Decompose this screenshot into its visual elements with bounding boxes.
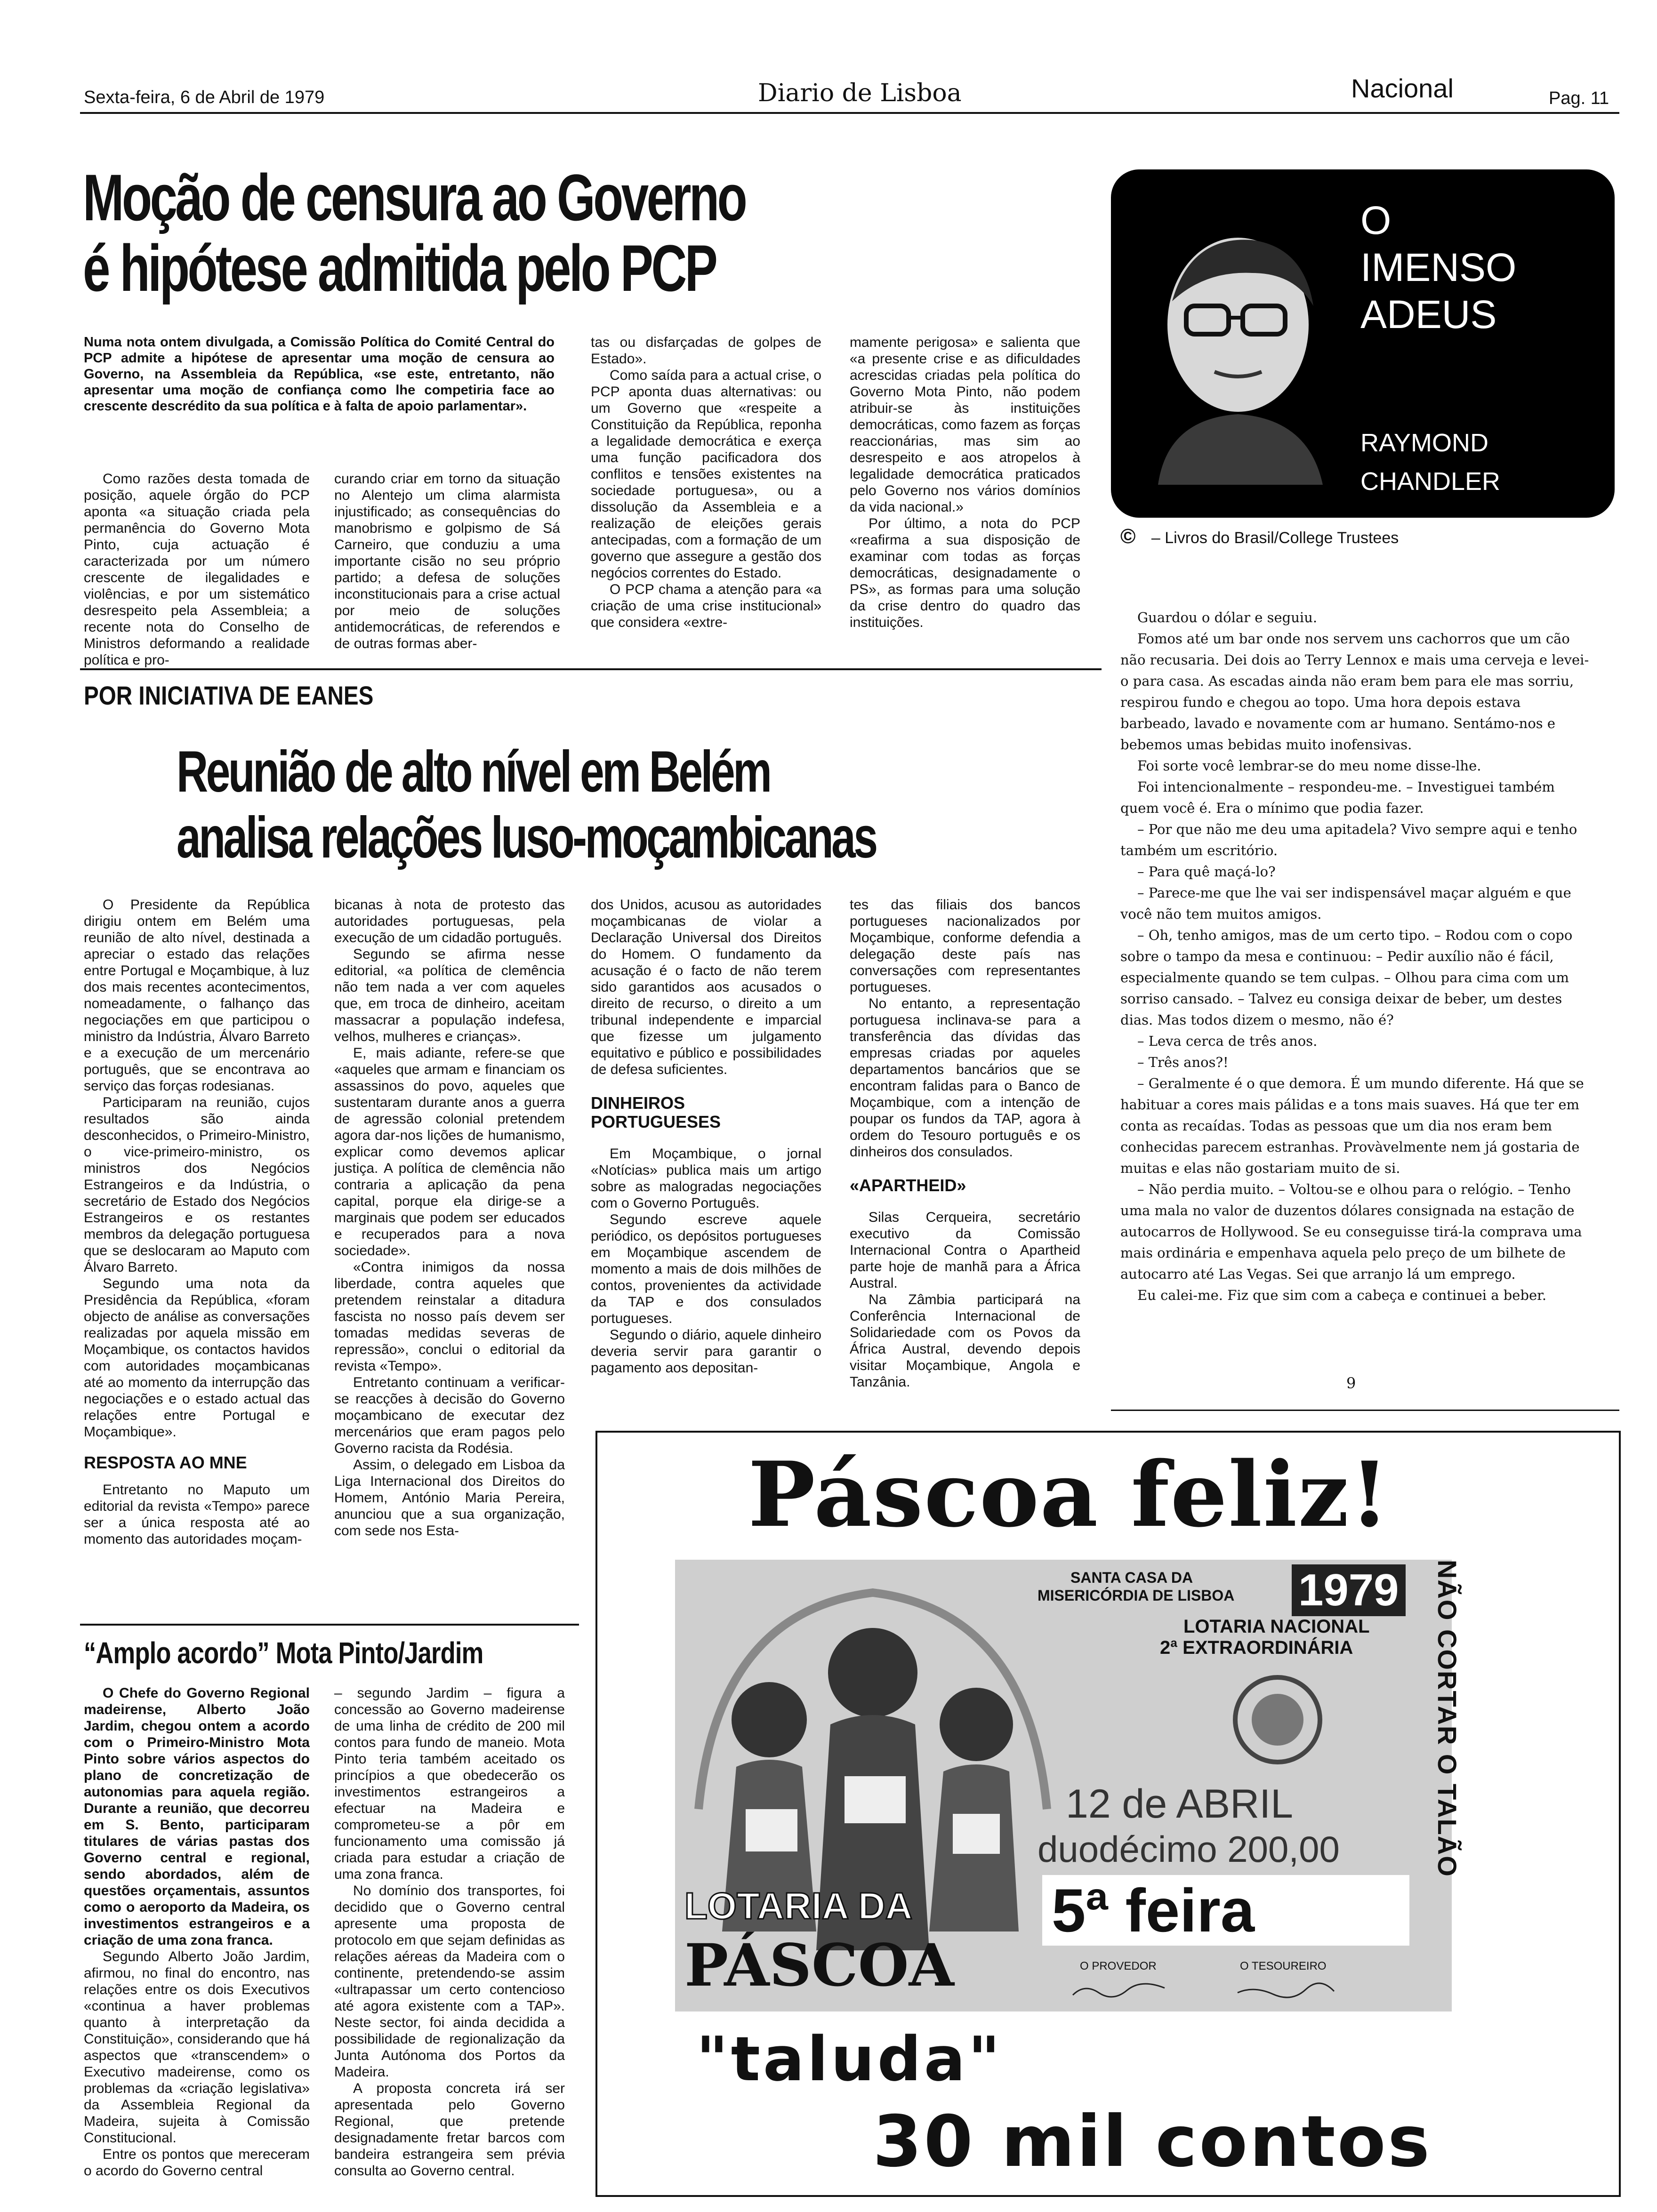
article2-col4-p3: Silas Cerqueira, secretário executivo da Comissão Internacional Contra o Apartheid parte hoje de manhã para a África Austral. bbox=[850, 1210, 1080, 1291]
ticket-name-line2: PÁSCOA bbox=[684, 1931, 954, 2000]
article3-col1 bbox=[84, 1685, 310, 2179]
ticket-lottery-line1: LOTARIA NACIONAL bbox=[1183, 1616, 1370, 1637]
article3-col2-p3: A proposta concreta irá ser apresentada pelo Governo Regional, que pretende designadamente fretar barcos com bandeira estrangeira sem prévia consulta ao Governo central. bbox=[334, 2081, 565, 2179]
article3-col2-p1: – segundo Jardim – figura a concessão ao Governo madeirense de uma linha de crédito de 200 mil contos para fundo de maneio. Mota Pinto teria também aceitado os princípios a que obedecerão os investimentos estrangeiros a efectuar na Madeira e comprometeu-se a pôr em funcionamento uma comissão já criada para estudar a criação de uma zona franca. bbox=[334, 1685, 565, 1882]
prize-label: "taluda" bbox=[696, 2023, 1003, 2095]
article2-col1-p3: Segundo uma nota da Presidência da República, «foram objecto de análise as conversações realizadas por aquela missão em Moçambique, os contactos havidos com autoridades moçambicanas até ao momento da interrupção das negociações e o estado actual das relações entre Portugal e Moçambique». bbox=[84, 1276, 310, 1440]
book-paragraph: – Parece-me que lhe vai ser indispensável maçar alguém e que você não tem muitos amigos. bbox=[1120, 885, 1571, 922]
article1-col4 bbox=[850, 334, 1080, 631]
article2-top-rule bbox=[80, 668, 1102, 670]
article2-title-line1: Reunião de alto nível em Belém bbox=[177, 739, 770, 804]
article2-title-line2: analisa relações luso-moçambicanas bbox=[177, 805, 876, 870]
article2-col1-p1: O Presidente da República dirigiu ontem em Belém uma reunião de alto nível, destinada a apreciar o estado das relações entre Portugal e Moçambique, à luz dos mais recentes acontecimentos, nomeadamente, o falhanço das negociações em que participou o ministro da Indústria, Álvaro Barreto e a execução de um mercenário português, que se encontrava ao serviço das forças rodesianas. bbox=[84, 897, 310, 1094]
article2-col2-p4: «Contra inimigos da nossa liberdade, contra aqueles que pretendem reinstalar a ditadura fascista no nosso país devem ser tomadas medidas severas de repressão», conclui o editorial da revista «Tempo». bbox=[334, 1259, 565, 1374]
book-card bbox=[1111, 169, 1615, 518]
article2-subhead-dinheiros bbox=[591, 1094, 821, 1131]
book-paragraph: – Para quê maçá-lo? bbox=[1137, 864, 1276, 880]
book-paragraph: Foi sorte você lembrar-se do meu nome disse-lhe. bbox=[1137, 758, 1481, 774]
lottery-ticket bbox=[675, 1560, 1452, 2012]
article2-col1-p4: Entretanto no Maputo um editorial da revista «Tempo» parece ser a única resposta até ao momento das autoridades moçam- bbox=[84, 1482, 310, 1547]
masthead: Diario de Lisboa bbox=[758, 79, 962, 107]
article2-col2-p2: Segundo se afirma nesse editorial, «a política de clemência não tem nada a ver com aqueles que, em troca de dinheiro, aceitam massacrar a população indefesa, velhos, mulheres e crianças». bbox=[334, 946, 565, 1044]
article2-col2-p3: E, mais adiante, refere-se que «aqueles que armam e financiam os assassinos do povo, aqueles que sustentaram durante anos a guerra de agressão colonial pretendem agora dar-nos lições de humanismo, explicar como devemos aplicar justiça. A política de clemência não contraria a aplicação da pena capital, porque ela dirige-se a marginais que podem ser educados e recuperados para a nova sociedade». bbox=[334, 1045, 565, 1258]
ticket-weekday: 5ª feira bbox=[1042, 1875, 1409, 1946]
songbook-right bbox=[953, 1814, 1000, 1854]
book-title-line1: O bbox=[1360, 198, 1392, 242]
ticket-org-line1: SANTA CASA DA bbox=[1070, 1569, 1193, 1586]
book-author-line2: CHANDLER bbox=[1360, 467, 1501, 496]
article1-lede: Numa nota ontem divulgada, a Comissão Política do Comité Central do PCP admite a hipótese de apresentar uma moção de censura ao Governo, na Assembleia da República, «se este, entretanto, não apresentar uma moção de confiança como lhe competiria face ao crescente descrédito da sua política e à falta de apoio parlamentar». bbox=[84, 335, 555, 414]
book-bottom-rule bbox=[1111, 1410, 1619, 1411]
article2-col2-p6: Assim, o delegado em Lisboa da Liga Internacional dos Direitos do Homem, António Maria Pereira, anunciou que a sua organização, com sede nos Esta- bbox=[334, 1457, 565, 1539]
ticket-lottery-line2: 2ª EXTRAORDINÁRIA bbox=[1160, 1637, 1353, 1658]
copyright-icon: © bbox=[1120, 525, 1136, 548]
article1-title-line1: Moção de censura ao Governo bbox=[83, 160, 746, 234]
book-paragraph: – Leva cerca de três anos. bbox=[1137, 1033, 1318, 1049]
article2-col1 bbox=[84, 897, 310, 1547]
article2-col2-p1: bicanas à nota de protesto das autoridades portuguesas, pela execução de um cidadão português. bbox=[334, 897, 565, 946]
article1-col4-p2: Por último, a nota do PCP «reafirma a sua disposição de examinar com todas as forças democráticas, designadamente o PS», as formas para uma solução da crise dentro do quadro das instituições. bbox=[850, 516, 1080, 630]
book-paragraph: – Três anos?! bbox=[1137, 1054, 1229, 1070]
article3-col2-p2: No domínio dos transportes, foi decidido que o Governo central apresente uma proposta de protocolo em que sejam definidas as relações aéreas da Madeira com o continente, pretendendo-se assim «ultrapassar um certo contencioso até agora existente com a TAP». Neste sector, foi ainda decidida a possibilidade de regionalização da Junta Autónoma dos Portos da Madeira. bbox=[334, 1883, 565, 2080]
book-author-line1: RAYMOND bbox=[1360, 429, 1489, 457]
article2-col3-p4: Segundo o diário, aquele dinheiro deveria servir para garantir o pagamento aos depositan- bbox=[591, 1327, 821, 1376]
article2-col4-p2: No entanto, a representação portuguesa inclinava-se para a transferência das dívidas das empresas criadas por aqueles departamentos bancários que se encontram falidas para o Banco de Moçambique, com a intenção de poupar os fundos da TAP, agora à ordem do Tesouro português e os dinheiros dos consulados. bbox=[850, 996, 1080, 1160]
page-number: Pag. 11 bbox=[1549, 88, 1609, 108]
article2-subhead-apartheid: «APARTHEID» bbox=[850, 1176, 966, 1195]
ticket-seal-icon bbox=[1231, 1673, 1325, 1767]
ticket-signature-label2: O TESOUREIRO bbox=[1240, 1960, 1327, 1972]
article1-col3-p2: Como saída para a actual crise, o PCP aponta duas alternativas: ou um Governo que «respeite a Constituição da República, reponha a legalidade democrática e exerça uma função pacificadora dos conflitos e tensões existentes na sociedade portuguesa», ou a dissolução da Assembleia e a realização de eleições gerais antecipadas, com a formação de um governo que assegure a gestão dos negócios correntes do Estado. bbox=[591, 368, 821, 581]
subhead-dinheiros-line1: DINHEIROS bbox=[591, 1093, 685, 1113]
article1-col3 bbox=[591, 334, 821, 631]
article2-col1-p2: Participaram na reunião, cujos resultados são ainda desconhecidos, o Primeiro-Ministro, o vice-primeiro-ministro, os ministros dos Negócios Estrangeiros e da Indústria, o secretário de Estado dos Negócios Estrangeiros e os restantes membros da delegação portuguesa que se deslocaram ao Maputo com Álvaro Barreto. bbox=[84, 1095, 310, 1275]
article2-col4-p4: Na Zâmbia participará na Conferência Internacional de Solidariedade com os Povos da África Austral, devendo depois visitar Moçambique, Angola e Tanzânia. bbox=[850, 1292, 1080, 1390]
article1-col1 bbox=[84, 471, 310, 668]
article2-kicker: POR INICIATIVA DE EANES bbox=[84, 681, 374, 710]
article2-col3-p3: Segundo escreve aquele periódico, os depósitos portugueses em Moçambique ascendem de momento a mais de dois milhões de contos, provenientes da actividade da TAP e dos consulados portugueses. bbox=[591, 1212, 821, 1326]
article2-col2-p5: Entretanto continuam a verificar-se reacções à decisão do Governo moçambicano de executar dez mercenários que eram pagos pelo Governo racista da Rodésia. bbox=[334, 1375, 565, 1456]
book-title-line2: IMENSO bbox=[1360, 245, 1517, 289]
choir-boy-left-head bbox=[732, 1682, 807, 1757]
article2-col3-p1: dos Unidos, acusou as autoridades moçambicanas de violar a Declaração Universal dos Direitos do Homem. O fundamento da acusação é o facto de não terem sido garantidos aos acusados o direito de recurso, o direito a um tribunal independente e imparcial que fizesse um julgamento equitativo e público e possibilidades de defesa suficientes. bbox=[591, 897, 821, 1077]
subhead-dinheiros-line2: PORTUGUESES bbox=[591, 1112, 721, 1131]
article1-title-line2: é hipótese admitida pelo PCP bbox=[83, 231, 716, 305]
ticket-org-line2: MISERICÓRDIA DE LISBOA bbox=[1038, 1587, 1235, 1604]
book-paragraph: Fomos até um bar onde nos servem uns cachorros que um cão não recusaria. Dei dois ao Terry Lennox e mais uma cerveja e levei-o para casa. As escadas ainda não eram bem para ele mas sorriu, respirou fundo e chegou ao topo. Uma hora depois estava barbeado, lavado e novamente com ar humano. Sentámo-nos e bebemos umas bebidas muito inofensivas. bbox=[1120, 631, 1589, 753]
book-paragraph: Guardou o dólar e seguiu. bbox=[1137, 609, 1318, 625]
songbook-left bbox=[746, 1809, 797, 1851]
article3-col1-p2: Segundo Alberto João Jardim, afirmou, no final do encontro, nas relações entre os dois Executivos «continua a haver problemas quanto à interpretação da Constituição», considerando que há aspectos que «transcendem» o Executivo madeirense, como os problemas da «criação legislativa» da Assembleia Regional da Madeira, sujeita à Comissão Constitucional. bbox=[84, 1949, 310, 2146]
book-copyright bbox=[1120, 525, 1399, 548]
article2-col3 bbox=[591, 897, 821, 1376]
article1-col4-p1: mamente perigosa» e salienta que «a presente crise e as dificuldades acrescidas criadas pela política do Governo Mota Pinto, não podem atribuir-se às instituições democráticas, como fazem as forças reaccionárias, mas sim ao desrespeito e aos atropelos à legalidade democrática praticados pelo Governo nos vários domínios da vida nacional.» bbox=[850, 335, 1080, 515]
article3-headline: “Amplo acordo” Mota Pinto/Jardim bbox=[84, 1636, 483, 1670]
book-paragraph: – Geralmente é o que demora. É um mundo diferente. Há que se habituar a cores mais pálidas e a tons mais suaves. Há que ter em conta as recaídas. Todas as pessoas que um dia nos eram bem conhecidas parecem estranhas. Provàvelmente nem já gostaria de muitas e elas não gostariam muito de si. bbox=[1120, 1075, 1584, 1176]
article2-subhead-mne: RESPOSTA AO MNE bbox=[84, 1453, 247, 1472]
copyright-text: – Livros do Brasil/College Trustees bbox=[1151, 529, 1399, 547]
article1-col1-text: Como razões desta tomada de posição, aquele órgão do PCP aponta «a situação criada pela permanência do Governo Mota Pinto, cuja actuação é caracterizada por um número crescente de ilegalidades e violências, e por um sistemático desrespeito pela Assembleia; a recente nota do Conselho de Ministros deformando a realidade política e pro- bbox=[84, 471, 310, 668]
article3-col1-p3: Entre os pontos que mereceram o acordo do Governo central bbox=[84, 2147, 310, 2179]
ad-title: Páscoa feliz! bbox=[748, 1442, 1390, 1547]
easter-lottery-ad bbox=[595, 1431, 1621, 2197]
ticket-price: duodécimo 200,00 bbox=[1038, 1828, 1340, 1870]
ticket-side-text: NÃO CORTAR O TALÃO bbox=[1432, 1560, 1462, 1877]
book-page-number: 9 bbox=[1346, 1374, 1356, 1392]
ticket-year: 1979 bbox=[1292, 1564, 1406, 1616]
prize-value: 30 mil contos bbox=[873, 2101, 1432, 2183]
article2-col2 bbox=[334, 897, 565, 1539]
header-date: Sexta-feira, 6 de Abril de 1979 bbox=[84, 88, 325, 107]
article1-col2 bbox=[334, 471, 560, 652]
ticket-date: 12 de ABRIL bbox=[1066, 1781, 1293, 1827]
article2-col4-p1: tes das filiais dos bancos portugueses nacionalizados por Moçambique, conforme defendia a delegação deste país nas conversações com representantes portugueses. bbox=[850, 897, 1080, 995]
portrait-body bbox=[1158, 414, 1323, 485]
article1-col3-p1: tas ou disfarçadas de golpes de Estado». bbox=[591, 335, 821, 367]
article3-top-rule bbox=[80, 1624, 579, 1626]
book-paragraph: Foi intencionalmente – respondeu-me. – Investiguei também quem você é. Era o mínimo que podia fazer. bbox=[1120, 779, 1555, 816]
article1-col2-text: curando criar em torno da situação no Alentejo um clima alarmista injustificado; as consequências do manobrismo e golpismo de Sá Carneiro, que conduziu a uma importante cisão no seu próprio partido; a defesa de soluções inconstitucionais para a crise actual por meio de soluções antidemocráticas, de referendos e de outras formas aber- bbox=[334, 471, 560, 651]
ticket-signature-label1: O PROVEDOR bbox=[1080, 1960, 1157, 1972]
header-rule bbox=[80, 112, 1619, 114]
ticket-signature2 bbox=[1235, 1981, 1339, 2000]
songbook-middle bbox=[845, 1776, 906, 1823]
ticket-name-line1: LOTARIA DA bbox=[684, 1885, 913, 1927]
article1-headline bbox=[83, 162, 836, 304]
book-title-line3: ADEUS bbox=[1360, 292, 1497, 337]
choir-boy-middle-head bbox=[828, 1628, 917, 1717]
book-paragraph: – Não perdia muito. – Voltou-se e olhou para o relógio. – Tenho uma mala no valor de duzentos dólares consignada na estação de autocarros de Hollywood. Se eu conseguisse tirá-la comprava uma mais ordinária e empenhava aquela pelo preço de um bilhete de autocarro até Las Vegas. Sei que arranjo lá um emprego. bbox=[1120, 1181, 1582, 1282]
book-paragraph: Eu calei-me. Fiz que sim com a cabeça e continuei a beber. bbox=[1137, 1287, 1547, 1303]
article2-col4 bbox=[850, 897, 1080, 1390]
article3-col2 bbox=[334, 1685, 565, 2179]
author-portrait bbox=[1139, 202, 1337, 485]
article2-headline bbox=[177, 739, 1071, 871]
book-paragraph: – Oh, tenho amigos, mas de um certo tipo. – Rodou com o copo sobre o tampo da mesa e continuou: – Pedir auxílio não é fácil, especialmente quando se tem culpas. – Olhou para cima com um sorriso cansado. – Talvez eu consiga deixar de beber, um destes dias. Mas todos dizem o mesmo, não é? bbox=[1120, 927, 1573, 1028]
article3-col1-p1: O Chefe do Governo Regional madeirense, Alberto João Jardim, chegou ontem a acordo com o Primeiro-Ministro Mota Pinto sobre vários aspectos do plano de concretização de autonomias para aquela região. Durante a reunião, que decorreu em S. Bento, participaram titulares de várias pastas dos Governo central e regional, sendo abordados, além de questões orçamentais, assuntos como o aeroporto da Madeira, os investimentos estrangeiros e a criação de uma zona franca. bbox=[84, 1685, 310, 1948]
article1-col3-p3: O PCP chama a atenção para «a criação de uma crise institucional» que considera «extre- bbox=[591, 582, 821, 630]
article2-col3-p2: Em Moçambique, o jornal «Notícias» publica mais um artigo sobre as malogradas negociações com o Governo Português. bbox=[591, 1146, 821, 1211]
ticket-signature1 bbox=[1070, 1981, 1174, 2000]
book-paragraph: – Por que não me deu uma apitadela? Vivo sempre aqui e tenho também um escritório. bbox=[1120, 821, 1577, 858]
choir-boy-right-head bbox=[940, 1688, 1013, 1761]
section-title: Nacional bbox=[1351, 73, 1454, 103]
book-excerpt bbox=[1120, 607, 1591, 1306]
